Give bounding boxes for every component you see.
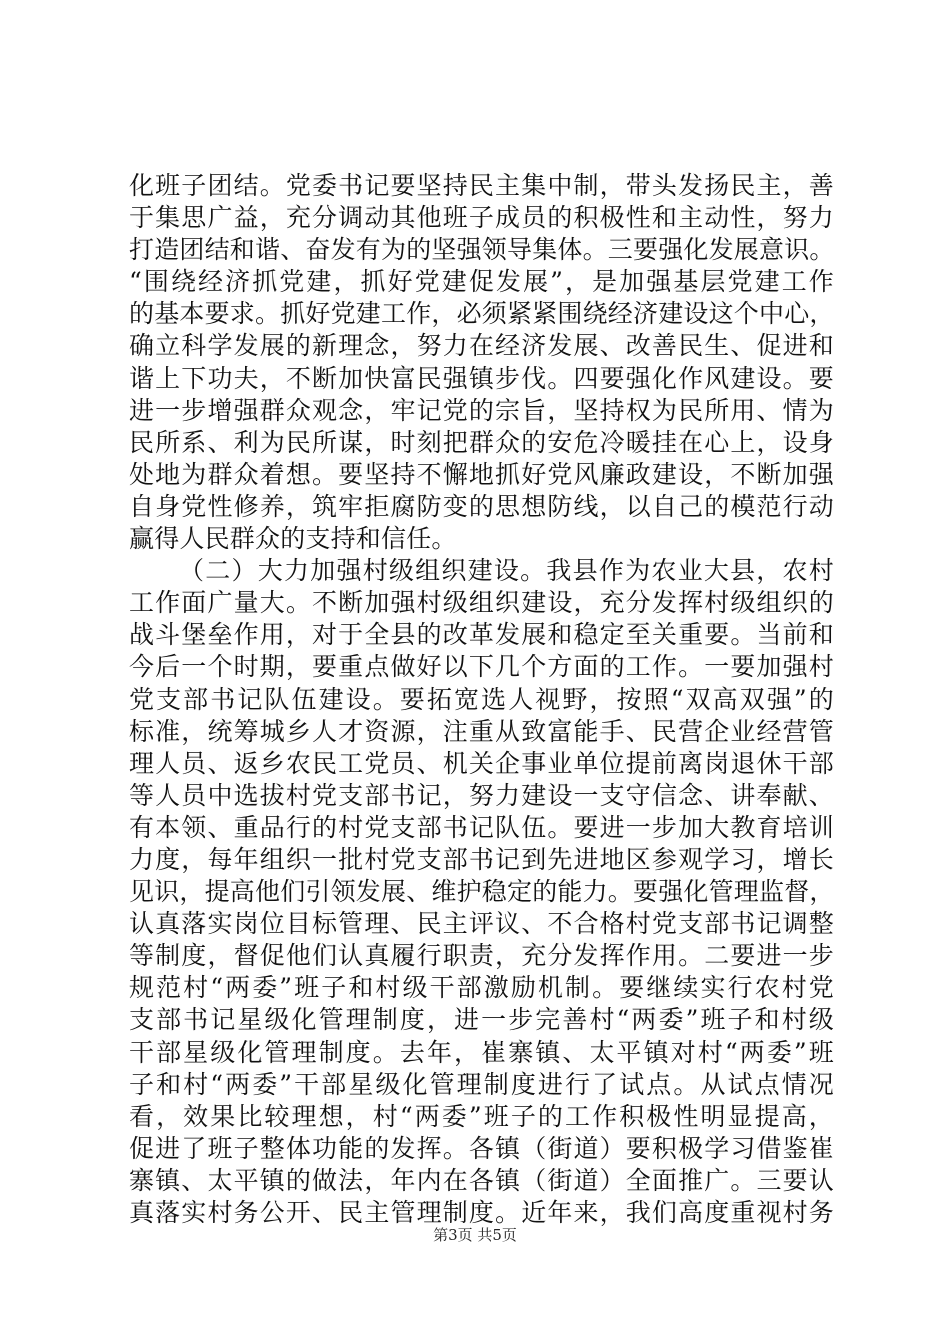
text-line: 有本领、重品行的村党支部书记队伍。要进一步加大教育培训 xyxy=(129,812,834,842)
text-line: 化班子团结。党委书记要坚持民主集中制，带头发扬民主，善 xyxy=(129,171,834,200)
text-line: 工作面广量大。不断加强村级组织建设，充分发挥村级组织的 xyxy=(129,588,834,618)
text-line: 谐上下功夫，不断加快富民强镇步伐。四要强化作风建设。要 xyxy=(129,363,834,393)
text-line: 等人员中选拔村党支部书记，努力建设一支守信念、讲奉献、 xyxy=(129,780,834,810)
text-line: 寨镇、太平镇的做法，年内在各镇（街道）全面推广。三要认 xyxy=(129,1165,834,1195)
text-line: 处地为群众着想。要坚持不懈地抓好党风廉政建设，不断加强 xyxy=(129,459,834,489)
text-line: 见识，提高他们引领发展、维护稳定的能力。要强化管理监督， xyxy=(129,877,835,907)
document-body xyxy=(129,170,834,1229)
text-line: “围绕经济抓党建，抓好党建促发展”，是加强基层党建工作 xyxy=(129,267,834,297)
text-line: （二）大力加强村级组织建设。我县作为农业大县，农村 xyxy=(179,556,834,586)
text-line: 促进了班子整体功能的发挥。各镇（街道）要积极学习借鉴崔 xyxy=(129,1133,834,1163)
text-line: 民所系、利为民所谋，时刻把群众的安危冷暖挂在心上，设身 xyxy=(129,427,834,457)
text-line: 于集思广益，充分调动其他班子成员的积极性和主动性，努力 xyxy=(129,203,834,233)
text-line: 理人员、返乡农民工党员、机关企事业单位提前离岗退休干部 xyxy=(129,748,834,778)
text-line: 看，效果比较理想，村“两委”班子的工作积极性明显提高， xyxy=(129,1101,834,1131)
text-line: 确立科学发展的新理念，努力在经济发展、改善民生、促进和 xyxy=(129,331,834,361)
page-number-footer: 第3页 共5页 xyxy=(433,1226,517,1244)
text-line: 干部星级化管理制度。去年，崔寨镇、太平镇对村“两委”班 xyxy=(129,1037,834,1067)
text-line: 的基本要求。抓好党建工作，必须紧紧围绕经济建设这个中心， xyxy=(129,299,835,329)
text-line: 力度，每年组织一批村党支部书记到先进地区参观学习，增长 xyxy=(129,844,834,874)
text-line: 战斗堡垒作用，对于全县的改革发展和稳定至关重要。当前和 xyxy=(129,620,834,650)
text-line: 自身党性修养，筑牢拒腐防变的思想防线，以自己的模范行动 xyxy=(129,491,834,521)
text-line: 支部书记星级化管理制度，进一步完善村“两委”班子和村级 xyxy=(129,1005,834,1035)
text-line: 进一步增强群众观念，牢记党的宗旨，坚持权为民所用、情为 xyxy=(129,395,834,425)
text-line: 党支部书记队伍建设。要拓宽选人视野，按照“双高双强”的 xyxy=(129,684,834,714)
text-line: 赢得人民群众的支持和信任。 xyxy=(129,524,457,554)
text-line: 真落实村务公开、民主管理制度。近年来，我们高度重视村务 xyxy=(129,1198,834,1227)
text-line: 打造团结和谐、奋发有为的坚强领导集体。三要强化发展意识。 xyxy=(129,235,835,265)
paragraph-2 xyxy=(129,555,834,1229)
text-line: 规范村“两委”班子和村级干部激励机制。要继续实行农村党 xyxy=(129,973,834,1003)
paragraph-1 xyxy=(129,170,834,555)
text-line: 等制度，督促他们认真履行职责，充分发挥作用。二要进一步 xyxy=(129,941,834,971)
text-line: 认真落实岗位目标管理、民主评议、不合格村党支部书记调整 xyxy=(129,909,834,939)
text-line: 子和村“两委”干部星级化管理制度进行了试点。从试点情况 xyxy=(129,1069,834,1099)
text-line: 今后一个时期，要重点做好以下几个方面的工作。一要加强村 xyxy=(129,652,834,682)
text-line: 标准，统筹城乡人才资源，注重从致富能手、民营企业经营管 xyxy=(129,716,834,746)
